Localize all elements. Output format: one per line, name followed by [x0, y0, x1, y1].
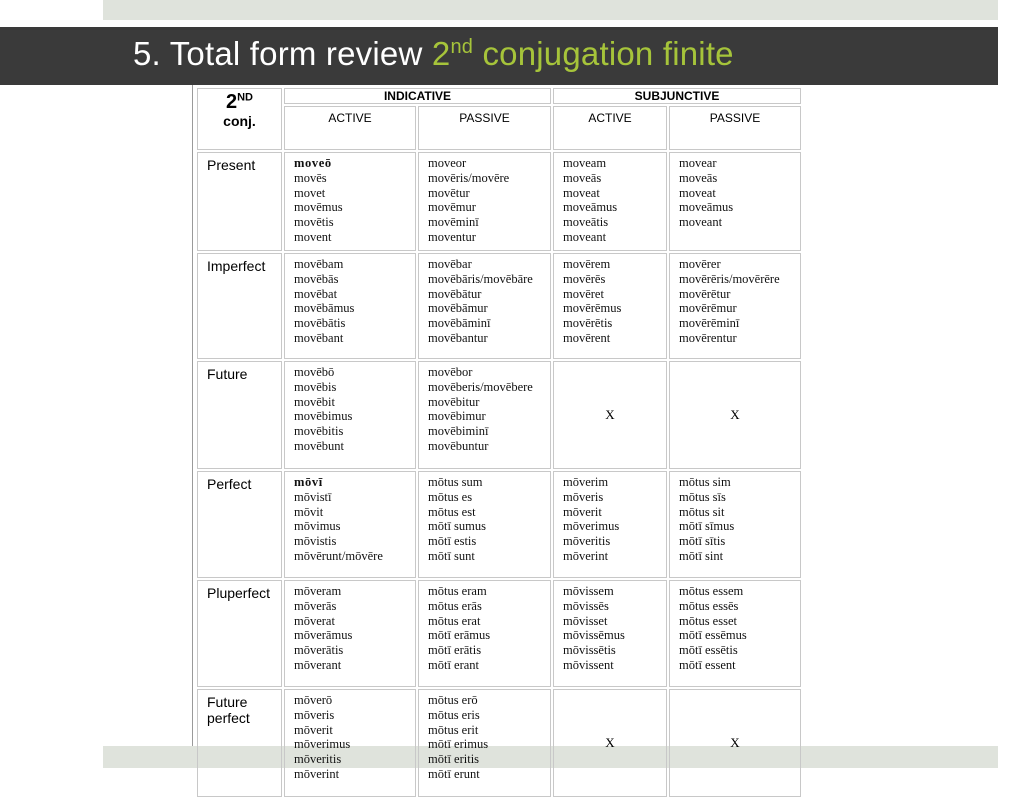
form: mōveris: [294, 707, 335, 722]
sub-passive-header: PASSIVE: [669, 106, 801, 150]
form: movēbimur: [428, 409, 486, 424]
tense-label-line1: Future: [207, 694, 248, 710]
form: moveam: [563, 156, 607, 170]
sub-active-empty-cell: X: [553, 361, 667, 469]
form: mōtī erant: [428, 657, 480, 672]
form: mōvissēs: [563, 598, 609, 613]
form: movērēminī: [679, 316, 740, 331]
table-row: [197, 253, 801, 359]
corner-number: [198, 91, 281, 113]
table-row: [197, 471, 801, 578]
ind-passive-cell: [418, 152, 551, 251]
sub-passive-cell: [669, 253, 801, 359]
form: mōtus sim: [679, 475, 731, 489]
form: mōveritis: [294, 752, 342, 767]
form: mōvistis: [294, 534, 337, 549]
form: mōverās: [294, 598, 337, 613]
form: movērer: [679, 257, 721, 271]
form: mōtus essem: [679, 584, 744, 598]
sub-active-header: ACTIVE: [553, 106, 667, 150]
form: mōtī estis: [428, 534, 477, 549]
form: mōverat: [294, 613, 335, 628]
indicative-header: INDICATIVE: [284, 88, 551, 104]
form: mōvī: [294, 475, 323, 489]
table-row: [197, 361, 801, 469]
form: moventur: [428, 229, 476, 244]
form: mōvisset: [563, 613, 608, 628]
form: mōvistī: [294, 489, 332, 504]
form: mōveris: [563, 489, 604, 504]
tense-label: Present: [197, 152, 282, 251]
form: movēbitur: [428, 394, 480, 409]
form: mōtī erunt: [428, 766, 480, 781]
form: moveant: [679, 215, 723, 230]
form: moveātis: [563, 215, 609, 230]
title-accent-rest: conjugation finite: [473, 35, 734, 72]
form: movet: [294, 185, 326, 200]
form: movear: [679, 156, 717, 170]
form: moveāmus: [563, 200, 618, 215]
form: mōvissēmus: [563, 628, 625, 643]
table-corner-header: [197, 88, 282, 150]
form: mōveram: [294, 584, 342, 598]
form: movēbunt: [294, 438, 344, 453]
form: movēbāris/movēbāre: [428, 271, 533, 286]
form: mōtus erō: [428, 693, 478, 707]
table-row: [197, 580, 801, 687]
ind-passive-cell: [418, 253, 551, 359]
tense-label: Imperfect: [197, 253, 282, 359]
form: mōtī essent: [679, 657, 736, 672]
sub-active-cell: [553, 152, 667, 251]
ind-active-header: ACTIVE: [284, 106, 416, 150]
slide-title: [133, 35, 734, 73]
form: movēbātis: [294, 316, 346, 331]
form: mōtus erat: [428, 613, 481, 628]
form: movēbantur: [428, 330, 488, 345]
form: mōtus sit: [679, 504, 725, 519]
tense-label: Perfect: [197, 471, 282, 578]
sub-passive-empty-cell: X: [669, 689, 801, 797]
form: movērēmus: [563, 301, 622, 316]
form: mōverint: [294, 766, 340, 781]
form: movēbās: [294, 271, 339, 286]
form: movēbuntur: [428, 438, 489, 453]
title-accent-sup: nd: [450, 36, 474, 58]
form: mōtī essētis: [679, 643, 738, 658]
form: movētur: [428, 185, 470, 200]
form: movēmur: [428, 200, 476, 215]
form: mōverāmus: [294, 628, 353, 643]
ind-passive-cell: [418, 471, 551, 578]
ind-active-cell: [284, 580, 416, 687]
form: movent: [294, 229, 332, 244]
ind-active-cell: [284, 471, 416, 578]
ind-active-cell: [284, 253, 416, 359]
form: mōtus eram: [428, 584, 487, 598]
form: movērēs: [563, 271, 606, 286]
form: movēbāmur: [428, 301, 488, 316]
ind-passive-cell: [418, 361, 551, 469]
corner-big: 2: [225, 91, 238, 113]
form: mōtī erāmus: [428, 628, 491, 643]
form: mōveritis: [563, 534, 611, 549]
form: mōvimus: [294, 519, 341, 534]
form: mōtus erit: [428, 722, 479, 737]
subjunctive-header: SUBJUNCTIVE: [553, 88, 801, 104]
sub-active-cell: [553, 580, 667, 687]
form: movērētis: [563, 316, 613, 331]
form: movēbis: [294, 379, 337, 394]
form: mōtus essēs: [679, 598, 739, 613]
form: mōtī sumus: [428, 519, 486, 534]
form: mōtus sīs: [679, 489, 726, 504]
form: movēbitis: [294, 424, 344, 439]
form: mōtus esset: [679, 613, 737, 628]
table-row: [197, 152, 801, 251]
form: mōtus eris: [428, 707, 480, 722]
tense-label: [197, 689, 282, 797]
form: mōvissem: [563, 584, 614, 598]
form: mōtus sum: [428, 475, 483, 489]
form: mōvit: [294, 504, 324, 519]
sub-passive-cell: [669, 471, 801, 578]
corner-sup: ND: [237, 91, 253, 104]
form: mōtī eritis: [428, 752, 480, 767]
form: moveāmus: [679, 200, 734, 215]
form: mōtus est: [428, 504, 476, 519]
corner-conj: conj.: [223, 113, 256, 129]
form: moveās: [679, 170, 718, 185]
table-row: [197, 689, 801, 797]
sub-active-cell: [553, 253, 667, 359]
form: movēmus: [294, 200, 343, 215]
form: movēbāmus: [294, 301, 355, 316]
form: movērem: [563, 257, 611, 271]
form: movēbiminī: [428, 424, 489, 439]
form: mōverimus: [294, 737, 351, 752]
form: moveor: [428, 156, 467, 170]
form: mōtī sītis: [679, 534, 726, 549]
title-accent: [432, 35, 734, 72]
conjugation-table: [195, 86, 803, 799]
form: movēbit: [294, 394, 335, 409]
form: mōtus erās: [428, 598, 482, 613]
form: moveat: [679, 185, 716, 200]
ind-passive-cell: [418, 689, 551, 797]
form: movērentur: [679, 330, 737, 345]
top-decor-strip: [103, 0, 998, 20]
form: mōtī erimus: [428, 737, 489, 752]
form: movērent: [563, 330, 611, 345]
form: movēbam: [294, 257, 344, 271]
form: movēs: [294, 170, 327, 185]
form: mōverit: [294, 722, 333, 737]
form: mōverint: [563, 548, 609, 563]
ind-passive-header: PASSIVE: [418, 106, 551, 150]
form: moveat: [563, 185, 600, 200]
form: moveās: [563, 170, 602, 185]
form: movēbor: [428, 365, 473, 379]
form: mōverit: [563, 504, 602, 519]
form: movēberis/movēbere: [428, 379, 533, 394]
title-main: 5. Total form review: [133, 35, 432, 72]
form: movēminī: [428, 215, 479, 230]
form: movēbāminī: [428, 316, 491, 331]
form: movēbātur: [428, 286, 482, 301]
form: mōtī erātis: [428, 643, 482, 658]
form: movērēmur: [679, 301, 737, 316]
form: mōtī sīmus: [679, 519, 735, 534]
form: mōtī sunt: [428, 548, 475, 563]
form: mōvissent: [563, 657, 614, 672]
sub-active-empty-cell: X: [553, 689, 667, 797]
form: movēbant: [294, 330, 344, 345]
form: mōverim: [563, 475, 609, 489]
sub-passive-empty-cell: X: [669, 361, 801, 469]
sub-passive-cell: [669, 152, 801, 251]
form: mōverō: [294, 693, 333, 707]
form: mōtī sint: [679, 548, 724, 563]
form: mōvērunt/mōvēre: [294, 548, 383, 563]
tense-label-line2: perfect: [207, 710, 250, 726]
ind-active-cell: [284, 361, 416, 469]
form: mōverimus: [563, 519, 620, 534]
tense-label: Future: [197, 361, 282, 469]
ind-active-cell: [284, 689, 416, 797]
form: moveō: [294, 156, 332, 170]
left-divider-line: [192, 85, 193, 768]
sub-active-cell: [553, 471, 667, 578]
form: movēret: [563, 286, 604, 301]
form: movērēris/movērēre: [679, 271, 780, 286]
form: mōvissētis: [563, 643, 616, 658]
form: movēris/movēre: [428, 170, 510, 185]
form: mōverant: [294, 657, 342, 672]
form: movēbat: [294, 286, 338, 301]
form: movēbimus: [294, 409, 353, 424]
form: mōtī essēmus: [679, 628, 747, 643]
form: moveant: [563, 229, 607, 244]
ind-active-cell: [284, 152, 416, 251]
form: mōtus es: [428, 489, 473, 504]
form: movēbar: [428, 257, 472, 271]
form: mōverātis: [294, 643, 344, 658]
ind-passive-cell: [418, 580, 551, 687]
form: movēbō: [294, 365, 335, 379]
form: movētis: [294, 215, 334, 230]
sub-passive-cell: [669, 580, 801, 687]
tense-label: Pluperfect: [197, 580, 282, 687]
title-accent-num: 2: [431, 35, 451, 72]
form: movērētur: [679, 286, 731, 301]
